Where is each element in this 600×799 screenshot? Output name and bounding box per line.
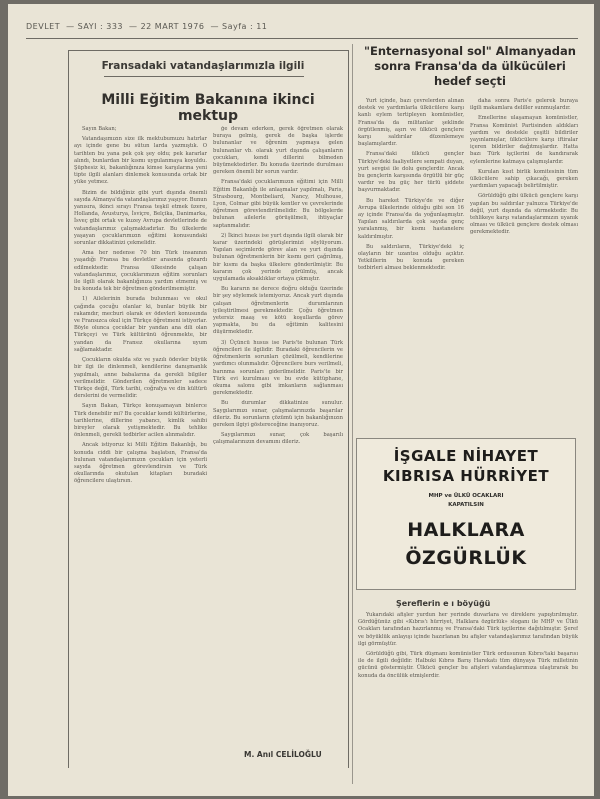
ad-sponsor: MHP ve ÜLKÜ OCAKLARI (428, 493, 504, 499)
column-divider (352, 44, 353, 784)
paragraph: Yukarıdaki afişler yurdun her yerinde duvarlara ve direklere yapıştırılmıştır. Gördüğünüz gibi «Kıbrıs'ı hürriyet, Halklara özgürlük» sloganı ile MHP ve Ülkü Ocakları tarafından hazırlanmış ve Fransa'daki Türk işçilerine dağıtılmıştır. Şeref ve böyüklük anlayışı içinde hazırlanan bu afişler vatandaşlarımız tarafından büyük ilgi görmüştür. (358, 612, 578, 647)
section-title-rule (104, 76, 304, 77)
paragraph: 3) Üçüncü husus ise Paris'te bulunan Türk öğrencileri ile ilgilidir. Buradaki öğrencilerin ve öğretmenlerin sorunları çözülmeli, kendilerine yardımcı olunmalıdır. Öğrencilere burs verilmeli, barınma sorunları giderilmelidir. Paris'te bir Türk evi kurulması ve bu evde kütüphane, okuma salonu gibi imkanların sağlanması gerekmektedir. (213, 339, 343, 397)
article-byline: M. Anıl CELİLOĞLU (244, 750, 322, 759)
paragraph: Bu kararın ne derece doğru olduğu üzerinde bir şey söylemek istemiyoruz. Ancak yurt dışında çalışan öğretmenlerin durumlarının iyileştirilmesi gerekmektedir. Çoğu öğretmen yetersiz maaş ve kötü koşullarda görev yapmakta, bu da eğitimin kalitesini düşürmektedir. (213, 286, 343, 336)
paragraph: ğe devam ederken, gerek öğretmen olarak buraya gelmiş, gerek de başka işlerde bulunanlar ve öğrenim yapmaya gelen bulunanlar vb. olarak yurt dışında çalışanların çocukları, kendi dillerini bilmeden büyümektedirler. Bu konuda üzerinde durulması gereken önemli bir sorun vardır. (213, 126, 343, 176)
right-column-2 (470, 98, 578, 432)
right-column-3 (358, 612, 578, 788)
masthead-paper: DEVLET (26, 22, 61, 31)
paragraph: Bu hareket Türkiye'de ve diğer Avrupa ülkelerinde olduğu gibi son 16 ay içinde Fransa'da da yoğunlaşmıştır. Yapılan saldırılarda çok sayıda genç yaralanmış, bir kısmı hastanelere kaldırılmıştır. (358, 197, 464, 240)
paragraph: Saygılarımızı sunar, çok başarılı çalışmalarınızın devamını dileriz. (213, 432, 343, 446)
paragraph: Bu durumlar dikkatinize sunulur. Saygılarımızı sunar, çalışmalarınızda başarılar dileriz. Bu sorunların çözümü için bakanlığınızın gereken ilgiyi göstereceğine inanıyoruz. (213, 400, 343, 428)
paragraph: 1) Ailelerinin burada bulunması ve okul çağında çocuğu olanlar ki, bunlar büyük bir rakamdır, mecburi olarak ev ödevleri konusunda ve Fransızca okul için Türkçe öğretmeni istiyorlar. Böyle olunca çocuklar bir yandan ana dili olan Türkçeyi ve Türk kültürünü öğrenmekte, bir yandan da Fransız okullarına uyum sağlamaktadır. (74, 296, 207, 353)
masthead-issue: SAYI : 333 (77, 22, 124, 31)
paragraph: Çocukların okulda söz ve yazılı ödevler büyük bir ilgi ile dinlenmeli, kendilerine danışmanlık yapılmalı, anne babalarına da gerekli bilgiler verilmelidir. Gönderilen öğretmenler sadece Türkçe değil, Türk tarihi, coğrafya ve din kültürü derslerini de vermelidir. (74, 357, 207, 400)
paragraph: Vatandaşımızın size ilk mektubumuzu hatırlar ayı içinde gene bu sütun larda yazmıştık. O tarihten bu yana pek çok şey oldu; pek kararlar alındı, bunlardan bir kısmı uygulanmaya koyuldu. Şüphesiz ki, bakanlığınıza kimse karşılarına yeni tipte ilgili alanları dinlemek konusunda ortak bir yüke yetmez. (74, 136, 207, 186)
left-article-frame-top (68, 50, 348, 51)
ad-line-1: İŞGALE NİHAYET (393, 447, 539, 465)
article-column-2 (213, 126, 343, 744)
masthead: DEVLET — SAYI : 333 — 22 MART 1976 — Sayfa : 11 (26, 22, 268, 31)
section-title: Fransadaki vatandaşlarımızla ilgili (101, 60, 305, 72)
masthead-rule (26, 38, 578, 39)
paragraph: Görüldüğü gibi ülkücü gençlere karşı yapılan bu saldırılar yalnızca Türkiye'de değil, yurt dışında da sürmektedir. Bu tehlikeye karşı vatandaşlarımızın uyanık olması ve ülkücü gençlere destek olması gerekmektedir. (470, 193, 578, 236)
ad-line-2: KIBRISA HÜRRİYET (382, 467, 550, 485)
left-article-frame-left (68, 50, 69, 768)
paragraph: Kurulan kısıt birlik komitesinin tüm ülkücülere sahip çıkacağı, gereken yardımları yapacağı belirtilmiştir. (470, 168, 578, 190)
paragraph: daha sonra Paris'e gelerek buraya ilgili makamlara deliller sunmuşlardır. (470, 98, 578, 112)
article-column-1 (74, 126, 207, 756)
ad-line-3: HALKLARA (407, 519, 525, 541)
paragraph: Emellerine ulaşamayan komünistler, Fransa Komünist Partisinden aldıkları yardım ve destekle çeşitli bildiriler yayınlamışlar, ülkücülere karşı iftiralar içeren bildiriler dağıtmışlardır. Hatta bazı Türk işçilerini de kandırarak eylemlerine katmaya çalışmışlardır. (470, 115, 578, 165)
right-headline (354, 44, 586, 89)
poster-advertisement (356, 438, 576, 590)
paragraph: Bu saldırıların, Türkiye'deki iç olayların bir uzantısı olduğu açıktır. Yetkililerin bu konuda gereken tedbirleri alması beklenmektedir. (358, 243, 464, 272)
newspaper-page (8, 4, 594, 796)
paragraph: Yurt içinde, bazı çevrelerden alınan destek ve yardımlarla ülkücülere karşı kanlı eylem tertipleyen komünistler, Fransa'da da militanlar şeklinde örgütlenmiş, aşırı ve ülkücü gençlere karşı saldırılar düzenlemeye başlamışlardır. (358, 98, 464, 148)
right-headline-line-1: "Enternasyonal sol" Almanyadan (364, 44, 576, 58)
paragraph: Ancak istiyoruz ki Milli Eğitim Bakanlığı, bu konuda ciddi bir çalışma başlatsın, Fransa'da bulunan vatandaşlarımızın çocukları için yeterli sayıda öğretmen görevlendirsin ve Türk okullarında okutulan kitapları buradaki öğrencilere ulaştırsın. (74, 442, 207, 485)
paragraph: Fransa'daki ülkücü gençler Türkiye'deki faaliyetlere sempati duyan, yurt sevgisi ile dolu gençlerdir. Ancak bu gençlerin karşısında örgütlü bir güç vardır ve bu güç her türlü şiddete başvurmaktadır. (358, 151, 464, 194)
paragraph: Görüldüğü gibi, Türk düşmanı komünistler Türk ordusunun Kıbrıs'taki başarısı ile de ilgili değildir. Halbuki Kıbrıs Barış Harekatı tüm dünyaya Türk milletinin gücünü göstermiştir. Ülkücü gençler bu afişleri vatandaşlarımıza ulaştırarak bu konuda da öncülük etmişlerdir. (358, 651, 578, 679)
masthead-date: 22 MART 1976 (140, 22, 205, 31)
right-column-1 (358, 98, 464, 432)
right-headline-line-3: hedef seçti (434, 74, 506, 88)
paragraph: Bizim de bildiğiniz gibi yurt dışında önemli sayıda Almanya'da vatandaşlarımız yaşıyor. Bunun yanısıra, ikinci sırayı Fransa teşkil etmek üzere, Hollanda, Avusturya, İsviçre, Belçika, Danimarka, İsveç gibi ortak ve kuzey Avrupa devletlerinde de vatandaşlarımız çalışmaktadırlar. Bu ülkelerde yaşayan çocuklarımızın eğitimi konusundaki sorunlar dikkatinizi çekmelidir. (74, 189, 207, 247)
paragraph: Fransa'daki çocuklarımızın eğitimi için Milli Eğitim Bakanlığı ile anlaşmalar yapılmalı, Paris, Strasbourg, Montbeliard, Nancy, Mulhouse, Lyon, Colmar gibi büyük kentler ve çevrelerinde öğretmen görevlendirilmelidir. Bu bölgelerde bulunan ailelerle görüşülmeli, ihtiyaçlar saptanmalıdır. (213, 179, 343, 229)
ad-sponsor-note: KAPATILSIN (448, 502, 484, 508)
paragraph: 2) İkinci husus ise yurt dışında ilgili olarak bir karar üzerindeki görüşlerimizi söylüyorum. Yapılan seçimlerde görev alan ve yurt dışında bulunan öğretmenlerin bir kısmı geri çağrılmış, bir kısmı da başka ülkelere gönderilmiştir. Bu kararın çok yerinde görülmüş, ancak uygulamada aksaklıklar ortaya çıkmıştır. (213, 232, 343, 283)
ad-line-4: ÖZGÜRLÜK (405, 547, 527, 569)
right-subhead: Şereflerin e ı böyüğü (396, 599, 491, 608)
paragraph: Sayın Bakan, Türkçe konuşamayan binlerce Türk denebilir mi? Bu çocuklar kendi kültürlerine, tarihlerine, dillerine yabancı, kimlik sahibi bireyler olarak yetişmektedir. Bu tehlike önlenmeli, gerekli tedbirler acilen alınmalıdır. (74, 403, 207, 439)
paragraph: Ama her nedense 70 bin Türk insanının yaşadığı Fransa bu devletler arasında gözardı edilmektedir. Fransa ülkesinde çalışan vatandaşlarımız, çocuklarımızın eğitim sorunları ile ilgili olarak bakanlığınıza yardım etmemiş ve bu konuda tek bir öğretmen gönderilmemiştir. (74, 250, 207, 293)
article-headline: Milli Eğitim Bakanına ikinci mektup (101, 92, 315, 124)
right-headline-line-2: sonra Fransa'da da ülkücüleri (374, 59, 566, 73)
left-article-frame-right (348, 50, 349, 768)
masthead-page: Sayfa : 11 (221, 22, 268, 31)
paragraph: Sayın Bakan; (82, 126, 117, 132)
